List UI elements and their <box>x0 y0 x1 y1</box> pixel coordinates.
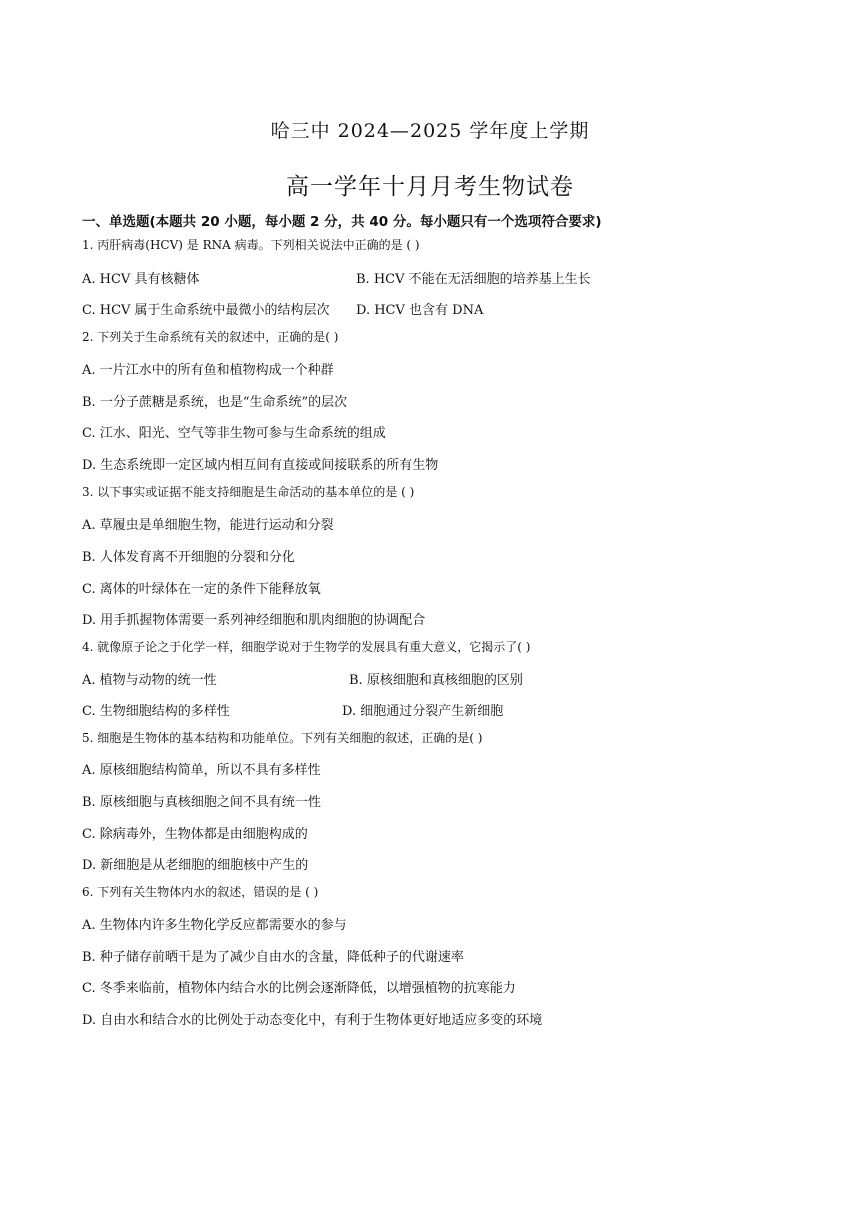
question-3-stem: 3. 以下事实或证据不能支持细胞是生命活动的基本单位的是 ( ) <box>82 485 415 499</box>
question-4-option-a: A. 植物与动物的统一性 <box>82 673 217 688</box>
question-2-option-a: A. 一片江水中的所有鱼和植物构成一个种群 <box>82 363 334 378</box>
question-1-option-b: B. HCV 不能在无活细胞的培养基上生长 <box>356 272 591 287</box>
question-5-option-d: D. 新细胞是从老细胞的细胞核中产生的 <box>82 858 309 873</box>
exam-title: 哈三中 2024—2025 学年度上学期 <box>270 120 590 142</box>
question-2-option-b: B. 一分子蔗糖是系统，也是“生命系统”的层次 <box>82 395 348 410</box>
question-1-option-d: D. HCV 也含有 DNA <box>356 303 484 318</box>
question-3-option-c: C. 离体的叶绿体在一定的条件下能释放氧 <box>82 582 321 597</box>
question-4-stem: 4. 就像原子论之于化学一样，细胞学说对于生物学的发展具有重大意义，它揭示了( ) <box>82 640 531 654</box>
question-4-option-d: D. 细胞通过分裂产生新细胞 <box>342 704 504 719</box>
question-6-option-d: D. 自由水和结合水的比例处于动态变化中，有利于生物体更好地适应多变的环境 <box>82 1013 543 1028</box>
question-3-option-d: D. 用手抓握物体需要一系列神经细胞和肌肉细胞的协调配合 <box>82 613 426 628</box>
question-6-option-a: A. 生物体内许多生物化学反应都需要水的参与 <box>82 918 347 933</box>
question-4-option-c: C. 生物细胞结构的多样性 <box>82 704 230 719</box>
question-6-option-c: C. 冬季来临前，植物体内结合水的比例会逐渐降低，以增强植物的抗寒能力 <box>82 981 516 996</box>
question-6-stem: 6. 下列有关生物体内水的叙述，错误的是 ( ) <box>82 885 319 899</box>
question-1-stem: 1. 丙肝病毒(HCV) 是 RNA 病毒。下列相关说法中正确的是 ( ) <box>82 238 420 252</box>
question-3-option-a: A. 草履虫是单细胞生物，能进行运动和分裂 <box>82 518 334 533</box>
section-heading: 一、单选题(本题共 20 小题，每小题 2 分，共 40 分。每小题只有一个选项符合要求) <box>82 214 602 230</box>
question-2-option-d: D. 生态系统即一定区域内相互间有直接或间接联系的所有生物 <box>82 458 439 473</box>
question-3-option-b: B. 人体发育离不开细胞的分裂和分化 <box>82 550 295 565</box>
question-4-option-b: B. 原核细胞和真核细胞的区别 <box>349 673 523 688</box>
question-2-option-c: C. 江水、阳光、空气等非生物可参与生命系统的组成 <box>82 426 386 441</box>
question-5-option-c: C. 除病毒外，生物体都是由细胞构成的 <box>82 827 308 842</box>
question-5-option-b: B. 原核细胞与真核细胞之间不具有统一性 <box>82 795 321 810</box>
question-5-stem: 5. 细胞是生物体的基本结构和功能单位。下列有关细胞的叙述，正确的是( ) <box>82 731 483 745</box>
question-6-option-b: B. 种子储存前晒干是为了减少自由水的含量，降低种子的代谢速率 <box>82 950 464 965</box>
exam-subtitle: 高一学年十月月考生物试卷 <box>286 174 574 200</box>
question-2-stem: 2. 下列关于生命系统有关的叙述中，正确的是( ) <box>82 330 339 344</box>
question-5-option-a: A. 原核细胞结构简单，所以不具有多样性 <box>82 763 321 778</box>
question-1-option-a: A. HCV 具有核糖体 <box>82 272 200 287</box>
question-1-option-c: C. HCV 属于生命系统中最微小的结构层次 <box>82 303 330 318</box>
